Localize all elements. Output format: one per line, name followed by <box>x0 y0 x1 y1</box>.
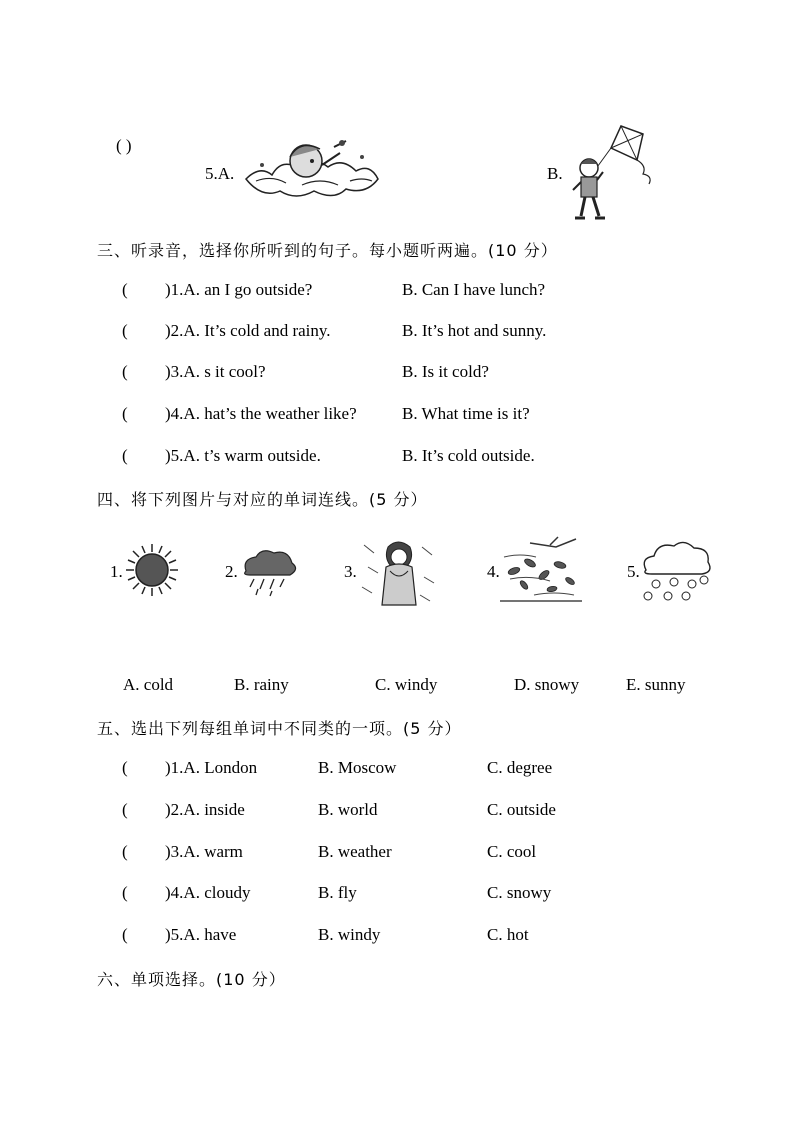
option-c: C. outside <box>487 800 556 819</box>
cold-girl-icon <box>360 537 438 607</box>
option-a: )3.A. s it cool? <box>165 362 266 381</box>
option-a: )5.A. have <box>165 925 237 944</box>
section-3-header: 三、听录音，选择你所听到的句子。每小题听两遍。(10 分） <box>97 241 558 260</box>
answer-paren[interactable]: ( <box>122 758 128 777</box>
option-a: )1.A. London <box>165 758 258 777</box>
option-b: B. Moscow <box>318 758 397 777</box>
option-c: C. cool <box>487 842 537 861</box>
word-option[interactable]: D. snowy <box>514 675 580 694</box>
option-a: )3.A. warm <box>165 842 243 861</box>
option-b: B. world <box>318 800 378 819</box>
option-c: C. degree <box>487 758 553 777</box>
option-a: )2.A. It’s cold and rainy. <box>165 321 331 340</box>
answer-paren[interactable]: ( <box>122 925 128 944</box>
option-b: B. It’s hot and sunny. <box>402 321 547 340</box>
sun-icon <box>124 542 180 598</box>
option-b: B. weather <box>318 842 392 861</box>
picture-number: 4. <box>487 562 500 581</box>
answer-paren[interactable]: ( <box>122 883 128 902</box>
windy-leaves-icon <box>500 535 582 605</box>
section-5-header: 五、选出下列每组单词中不同类的一项。(5 分） <box>97 719 462 738</box>
answer-paren[interactable]: ( <box>122 321 128 340</box>
option-a: )5.A. t’s warm outside. <box>165 446 321 465</box>
answer-paren[interactable]: ( <box>122 446 128 465</box>
word-option[interactable]: B. rainy <box>234 675 289 694</box>
answer-paren[interactable]: ( <box>122 280 128 299</box>
option-c: C. hot <box>487 925 529 944</box>
word-option[interactable]: C. windy <box>375 675 438 694</box>
section-4-header: 四、将下列图片与对应的单词连线。(5 分） <box>97 490 428 509</box>
picture-number: 3. <box>344 562 357 581</box>
section-6-header: 六、单项选择。(10 分） <box>97 970 286 989</box>
picture-number: 1. <box>110 562 123 581</box>
list-item <box>0 280 794 304</box>
snow-cloud-icon <box>638 538 714 604</box>
word-option[interactable]: E. sunny <box>626 675 686 694</box>
list-item <box>0 758 794 782</box>
list-item <box>0 925 794 949</box>
list-item <box>0 800 794 824</box>
rain-cloud-icon <box>238 545 300 597</box>
option-b-label: B. <box>547 164 563 183</box>
answer-paren[interactable]: ( <box>122 404 128 423</box>
list-item <box>0 321 794 345</box>
option-b: B. What time is it? <box>402 404 530 423</box>
picture-number: 5. <box>627 562 640 581</box>
answer-paren: ( ) <box>116 136 132 155</box>
option-a-label: 5.A. <box>205 164 235 183</box>
option-b: B. Is it cold? <box>402 362 489 381</box>
answer-paren[interactable]: ( <box>122 800 128 819</box>
option-a: )2.A. inside <box>165 800 245 819</box>
swimming-boy-icon <box>242 135 382 203</box>
list-item <box>0 842 794 866</box>
answer-paren[interactable]: ( <box>122 842 128 861</box>
picture-number: 2. <box>225 562 238 581</box>
option-c: C. snowy <box>487 883 552 902</box>
kite-boy-icon <box>563 122 665 224</box>
option-b: B. windy <box>318 925 381 944</box>
list-item <box>0 404 794 428</box>
option-b: B. It’s cold outside. <box>402 446 535 465</box>
list-item <box>0 446 794 470</box>
word-option[interactable]: A. cold <box>123 675 174 694</box>
option-b: B. Can I have lunch? <box>402 280 546 299</box>
option-a: )1.A. an I go outside? <box>165 280 313 299</box>
option-a: )4.A. cloudy <box>165 883 251 902</box>
option-b: B. fly <box>318 883 357 902</box>
answer-paren[interactable]: ( <box>122 362 128 381</box>
list-item <box>0 362 794 386</box>
option-a: )4.A. hat’s the weather like? <box>165 404 357 423</box>
list-item <box>0 883 794 907</box>
